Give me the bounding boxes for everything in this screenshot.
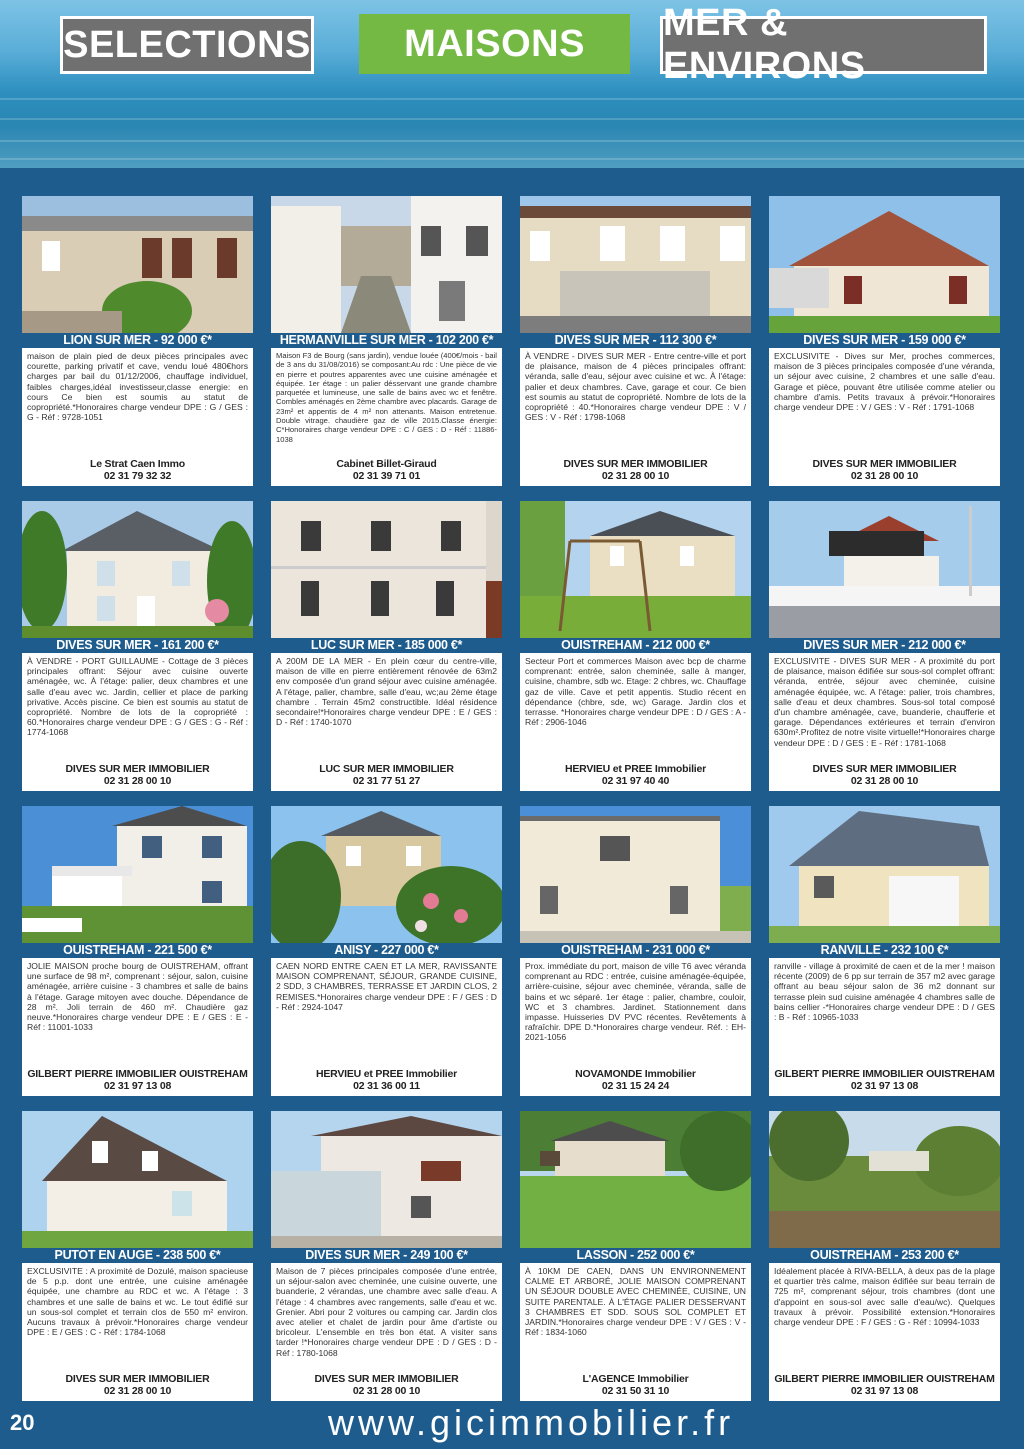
listing-description: À VENDRE - DIVES SUR MER - Entre centre-ville et port de plaisance, maison de 4 pièces principales offrant: véranda, salle d'eau, séjour avec cuisine et wc. À l'étage: palier et deux chambres. Cave, garage et cour. Ce bien est soumis au statut de copropriété. Nombre de lots de la copropriété : 40.*Honoraires charge vendeur DPE : V / GES : V - Réf : 1798-1068: [525, 351, 746, 423]
agency-name: NOVAMONDE Immobilier: [575, 1068, 696, 1080]
agency-name: DIVES SUR MER IMMOBILIER: [65, 1373, 210, 1385]
listing-description: Maison de 7 pièces principales composée d'une entrée, un séjour-salon avec cheminée, une cuisine ouverte, une buanderie, 2 vérandas, une chambre avec salle d'eau. A l'étage : 4 chambres avec rangements, salle d'eau et wc. Grenier. Abri pour 2 voitures ou camping car. Jardin clos avec atelier et chalet de jardin pour âme d'artiste ou bricoleur. L'ensemble en très bon état. A visiter sans tarder !*Honoraires charge vendeur DPE : D / GES : D - Réf : 1780-1068: [276, 1266, 497, 1358]
house-photo[interactable]: [520, 501, 751, 638]
listing-description: Prox. immédiate du port, maison de ville T6 avec véranda comprenant au RDC : entrée, cuisine aménagée-équipée, arrière-cuisine, séjour avec cheminée, véranda, salle de bains et wc séparé. 1er étage : palier, chambre, couloir, WC et 3 chambres. Jardinet. Stationnement dans impasse. Huisseries DV PVC récentes. Revêtements à rafraîchir. DPE D.*Honoraires charge vendeur. Réf. : EH-2021-1056: [525, 961, 746, 1043]
agency-phone[interactable]: 02 31 97 40 40: [601, 774, 670, 787]
listing-card[interactable]: [271, 806, 502, 1096]
listing-description: À 10KM DE CAEN, DANS UN ENVIRONNEMENT CALME ET ARBORÉ, JOLIE MAISON COMPRENANT UN SÉJOUR DOUBLE AVEC CHEMINÉE, CUISINE, UN SUITE PARENTALE. À L'ÉTAGE PALIER DESSERVANT 3 CHAMBRES ET SDD. SOUS SOL COMPLET ET JARDIN.*Honoraires charge vendeur DPE : V / GES : V - Réf : 1834-1060: [525, 1266, 746, 1338]
listing-price: OUISTREHAM - 253 200 €*: [769, 1248, 1000, 1263]
nav-selections[interactable]: SELECTIONS: [60, 16, 314, 74]
agency-phone[interactable]: 02 31 28 00 10: [850, 774, 919, 787]
agency-info: [271, 1069, 502, 1096]
nav-maisons[interactable]: MAISONS: [359, 14, 630, 74]
listing-card[interactable]: [520, 806, 751, 1096]
listing-card[interactable]: [271, 1111, 502, 1401]
listing-price: LASSON - 252 000 €*: [520, 1248, 751, 1263]
house-photo[interactable]: [520, 1111, 751, 1248]
house-photo[interactable]: [769, 1111, 1000, 1248]
listing-description: À VENDRE - PORT GUILLAUME - Cottage de 3 pièces principales offrant: Séjour avec cuisine ouverte aménagée, wc. À l'étage: palier, deux chambres et une salle d'eau avec wc. Jardin, cellier et place de parking privative. Accès piscine. Ce bien est soumis au statut de copropriété. Nombre de lots de la copropriété : 60.*Honoraires charge vendeur DPE : G / GES : G - Réf : 1774-1068: [27, 656, 248, 738]
listing-description: CAEN NORD ENTRE CAEN ET LA MER, RAVISSANTE MAISON COMPRENANT, SÉJOUR, GRANDE CUISINE, 2 SDD, 3 CHAMBRES, TERRASSE ET JARDIN CLOS, 2 REMISES.*Honoraires charge vendeur DPE : F / GES : D - Réf : 2924-1047: [276, 961, 497, 1012]
agency-name: HERVIEU et PREE Immobilier: [564, 763, 707, 775]
house-photo[interactable]: [271, 1111, 502, 1248]
listing-card[interactable]: [769, 806, 1000, 1096]
listing-price: RANVILLE - 232 100 €*: [769, 943, 1000, 958]
listing-card[interactable]: [769, 1111, 1000, 1401]
listing-price: OUISTREHAM - 221 500 €*: [22, 943, 253, 958]
page-number: 20: [10, 1410, 35, 1435]
agency-name: DIVES SUR MER IMMOBILIER: [812, 763, 957, 775]
agency-info: [271, 459, 502, 486]
listing-description: Secteur Port et commerces Maison avec bcp de charme comprenant: entrée, salon cheminée, salle à manger, cuisine, chambre, sdb wc. Etage: 2 chbres, wc. Chauffage gaz de ville. Cave et petit appentis. Studio récent en dépendance (chbre, sde, wc) Garage. Jardin clos et terrasse. *Honoraires charge vendeur DPE : D / GES : A - Réf : 2906-1046: [525, 656, 747, 728]
listing-price: HERMANVILLE SUR MER - 102 200 €*: [271, 333, 502, 348]
house-photo[interactable]: [22, 501, 253, 638]
listing-price: DIVES SUR MER - 161 200 €*: [22, 638, 253, 653]
listing-price: DIVES SUR MER - 212 000 €*: [769, 638, 1000, 653]
agency-phone[interactable]: 02 31 28 00 10: [103, 774, 172, 787]
agency-phone[interactable]: 02 31 28 00 10: [850, 469, 919, 482]
agency-info: [520, 764, 751, 791]
listing-price: DIVES SUR MER - 159 000 €*: [769, 333, 1000, 348]
listing-card[interactable]: [22, 1111, 253, 1401]
agency-phone[interactable]: 02 31 39 71 01: [352, 469, 421, 482]
house-photo[interactable]: [769, 196, 1000, 333]
listing-card[interactable]: [520, 196, 751, 486]
website-link[interactable]: www.gicimmobilier.fr: [328, 1402, 735, 1443]
listing-card[interactable]: [769, 501, 1000, 791]
house-photo[interactable]: [520, 806, 751, 943]
agency-phone[interactable]: 02 31 50 31 10: [601, 1384, 670, 1397]
agency-phone[interactable]: 02 31 28 00 10: [352, 1384, 421, 1397]
agency-info: [520, 1069, 751, 1096]
listing-description: maison de plain pied de deux pièces principales avec courette, parking privatif et cave, vendu loué 480€hors charges par bail du 01/12/2006, chauffage individuel, faibles charges,idéal investisseur,classe energie: en cours Ce bien est soumis au statut de copropriété.*Honoraires charge vendeur DPE : G / GES : G - Réf : 9728-1051: [27, 351, 248, 423]
listing-card[interactable]: [22, 806, 253, 1096]
house-photo[interactable]: [22, 196, 253, 333]
listing-card[interactable]: [520, 501, 751, 791]
listings-grid: [22, 196, 1002, 1402]
house-photo[interactable]: [271, 196, 502, 333]
agency-info: [769, 459, 1000, 486]
house-photo[interactable]: [22, 806, 253, 943]
listing-card[interactable]: [22, 196, 253, 486]
listing-price: ANISY - 227 000 €*: [271, 943, 502, 958]
listing-price: DIVES SUR MER - 112 300 €*: [520, 333, 751, 348]
agency-info: [22, 1069, 253, 1096]
agency-phone[interactable]: 02 31 28 00 10: [103, 1384, 172, 1397]
agency-info: [22, 459, 253, 486]
house-photo[interactable]: [769, 806, 1000, 943]
listing-description: Idéalement placée à RIVA-BELLA, à deux pas de la plage et quartier très calme, maison édifiée sur beau terrain de 725 m², comprenant séjour, trois chambres (dont une d'appoint en sous-sol avec salle d'eau/wc). Quelques travaux à prévoir. Possibilité extension.*Honoraires charge vendeur DPE : F / GES : G - Réf : 10994-1033: [774, 1266, 995, 1328]
agency-name: Cabinet Billet-Giraud: [336, 458, 437, 470]
agency-name: GILBERT PIERRE IMMOBILIER OUISTREHAM: [774, 1068, 995, 1080]
agency-phone[interactable]: 02 31 15 24 24: [601, 1079, 670, 1092]
agency-info: [22, 1374, 253, 1401]
house-photo[interactable]: [271, 501, 502, 638]
listing-description: EXCLUSIVITE - DIVES SUR MER - A proximité du port de plaisance, maison édifiée sur sous-sol complet offrant: véranda, entrée, séjour avec cheminée, cuisine aménagée équipée, wc. A l'étage: palier, trois chambres, salle d'eau et deux chambres. Sous-sol total composé d'un chambre aménagée, cave, buanderie, chaufferie et garage. Dépendances extérieures et terrain d'environ 630m².Profitez de notre visite virtuelle!*Honoraires charge vendeur DPE : D / GES : E - Réf : 1781-1068: [774, 656, 995, 748]
agency-name: GILBERT PIERRE IMMOBILIER OUISTREHAM: [774, 1373, 995, 1385]
agency-name: LUC SUR MER IMMOBILIER: [319, 763, 454, 775]
agency-info: [520, 459, 751, 486]
agency-phone[interactable]: 02 31 77 51 27: [352, 774, 421, 787]
listing-price: LUC SUR MER - 185 000 €*: [271, 638, 502, 653]
agency-phone[interactable]: 02 31 28 00 10: [601, 469, 670, 482]
listing-card[interactable]: [22, 501, 253, 791]
agency-info: [769, 764, 1000, 791]
house-photo[interactable]: [769, 501, 1000, 638]
agency-name: DIVES SUR MER IMMOBILIER: [65, 763, 210, 775]
agency-info: [271, 764, 502, 791]
agency-name: DIVES SUR MER IMMOBILIER: [812, 458, 957, 470]
listing-description: Maison F3 de Bourg (sans jardin), vendue louée (400€/mois - bail de 3 ans du 31/08/2016) se composant:Au rdc : Une pièce de vie en pierre et poutres apparentes avec une cuisine aménagée et équipée. 1er étage : un palier désservant une grande chambre parquetée et lumineuse, une salle de bains avec wc et fenêtre. Combles aménagés en 2ème chambre avec placards. Garage de 23m² et appentis de 4 m² non attenants. Maison entretenue. Double vitrage. chaudière gaz de ville 2015.Classe énergie: C*Honoraires charge vendeur DPE : C / GES : D - Réf : 11886-1038: [276, 351, 497, 444]
listing-price: LION SUR MER - 92 000 €*: [22, 333, 253, 348]
agency-name: Le Strat Caen Immo: [89, 458, 185, 470]
listing-description: JOLIE MAISON proche bourg de OUISTREHAM, offrant une surface de 98 m², comprenant : séjour, salon, cuisine aménagée, arrière cuisine - 3 chambres et salle de bains à l'étage. Garage mitoyen avec douche. Dépendance de 28 m². Joli terrain de 460 m². Chaudière gaz neuve.*Honoraires charge vendeur DPE : E / GES : E - Réf : 11001-1033: [27, 961, 248, 1033]
agency-phone[interactable]: 02 31 79 32 32: [103, 469, 172, 482]
agency-phone[interactable]: 02 31 36 00 11: [353, 1079, 420, 1092]
agency-name: GILBERT PIERRE IMMOBILIER OUISTREHAM: [27, 1068, 248, 1080]
listing-description: ranville - village à proximité de caen et de la mer ! maison récente (2009) de 6 pp sur terrain de 357 m2 avec garage offrant au beau séjour salon de 36 m2 donnant sur terrasse plein sud cuisine aménagée 4 chambres salle de bains cellier -*Honoraires charge vendeur DPE : D / GES : B - Réf : 10965-1033: [774, 961, 995, 1023]
nav-mer-environs[interactable]: MER & ENVIRONS: [660, 16, 987, 74]
agency-info: [520, 1374, 751, 1401]
listing-price: OUISTREHAM - 212 000 €*: [520, 638, 751, 653]
house-photo[interactable]: [271, 806, 502, 943]
agency-info: [271, 1374, 502, 1401]
listing-description: A 200M DE LA MER - En plein cœur du centre-ville, maison de ville en pierre entièrement rénovée de 63m2 env composée d'un grand séjour avec cuisine aménagée. A l'étage, palier, chambre, salle d'eau, wc;au 2ème étage chambre . Terrain 45m2 constructible. Idéal résidence secondaire!*Honoraires charge vendeur DPE : E / GES : D - Réf : 1740-1070: [276, 656, 497, 728]
listing-card[interactable]: [769, 196, 1000, 486]
agency-name: L'AGENCE Immobilier: [582, 1373, 689, 1385]
listing-price: DIVES SUR MER - 249 100 €*: [271, 1248, 502, 1263]
listing-card[interactable]: [520, 1111, 751, 1401]
agency-phone[interactable]: 02 31 97 13 08: [850, 1079, 919, 1092]
listing-price: PUTOT EN AUGE - 238 500 €*: [22, 1248, 253, 1263]
agency-info: [22, 764, 253, 791]
listing-price: OUISTREHAM - 231 000 €*: [520, 943, 751, 958]
agency-name: DIVES SUR MER IMMOBILIER: [314, 1373, 459, 1385]
listing-description: EXCLUSIVITE - Dives sur Mer, proches commerces, maison de 3 pièces principales composée d'une véranda, un séjour avec cuisine, 2 chambres et une salle d'eau. Garage et pièce, pouvant être utilisée comme atelier ou chambre d'amis. Petits travaux à prévoir.*Honoraires charge vendeur DPE : V / GES : V - Réf : 1791-1068: [774, 351, 995, 413]
agency-info: [769, 1069, 1000, 1096]
house-photo[interactable]: [22, 1111, 253, 1248]
listing-description: EXCLUSIVITE : A proximité de Dozulé, maison spacieuse de 5 p.p. dont une entrée, une cuisine aménagée équipée, une chambre au RDC et wc. A l'étage : 3 chambres et une salle de bains et wc. Le tout édifié sur un sous-sol complet et terrain clos de 550 m² environ. Aucuns travaux à prévoir.*Honoraires charge vendeur DPE : E / GES : C - Réf : 1784-1068: [27, 1266, 248, 1338]
listing-card[interactable]: [271, 501, 502, 791]
agency-name: DIVES SUR MER IMMOBILIER: [563, 458, 708, 470]
agency-phone[interactable]: 02 31 97 13 08: [850, 1384, 919, 1397]
agency-name: HERVIEU et PREE Immobilier: [315, 1068, 458, 1080]
agency-phone[interactable]: 02 31 97 13 08: [103, 1079, 172, 1092]
listing-card[interactable]: [271, 196, 502, 486]
house-photo[interactable]: [520, 196, 751, 333]
agency-info: [769, 1374, 1000, 1401]
